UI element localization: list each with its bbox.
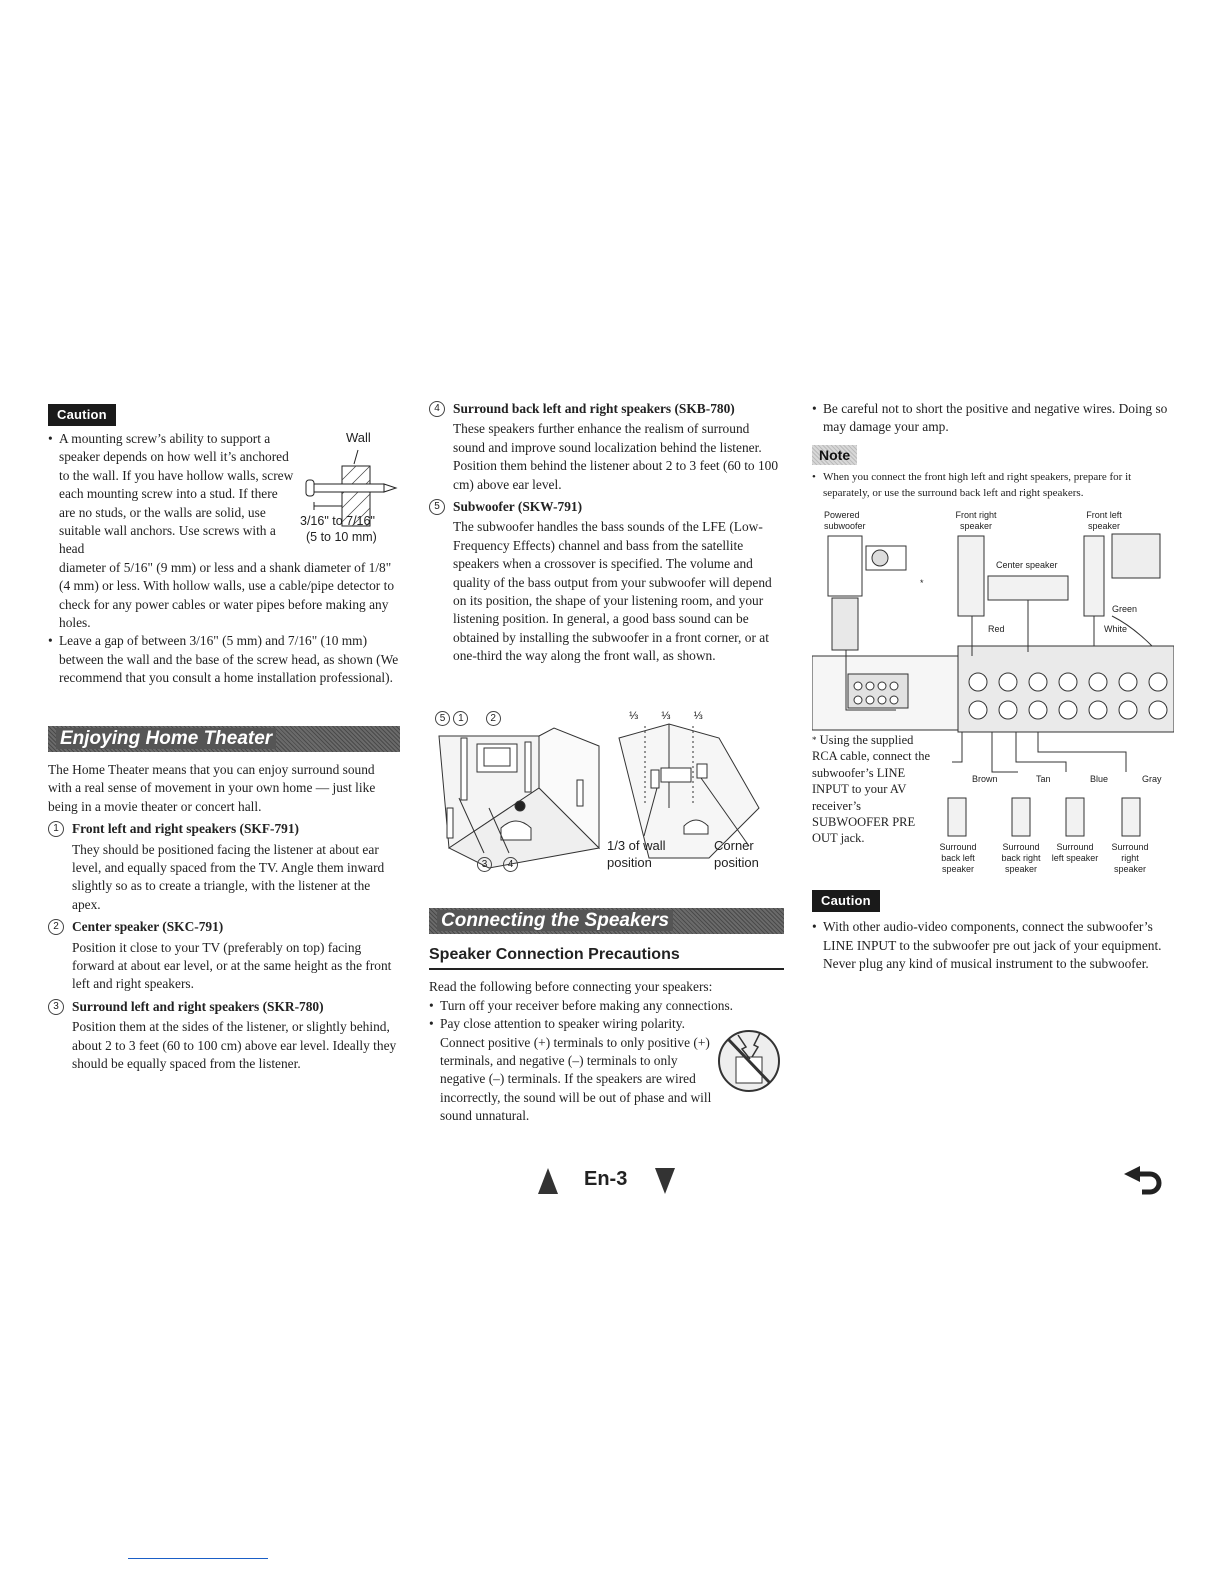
caution-bullet-1b: diameter of 5/16" (9 mm) or less and a shank diameter of 1/8" (4 mm) or less. With hollow walls, use a cable/pipe detector to check for any power cables or water pipes before making any holes. bbox=[59, 559, 395, 631]
wire-gray-label: Gray bbox=[1142, 774, 1162, 784]
fraction-label: ⅓ bbox=[629, 710, 639, 722]
item-surround-back-body-1: These speakers further enhance the realism of surround sound and improve sound localization behind the listener. bbox=[453, 421, 762, 455]
corner-label: Corner bbox=[714, 838, 754, 853]
caution-badge: Caution bbox=[48, 404, 116, 426]
right-caution-section bbox=[812, 890, 1164, 974]
return-arrow-icon[interactable] bbox=[1124, 1166, 1164, 1196]
circled-number: 4 bbox=[503, 857, 518, 872]
item-front-speakers-title bbox=[48, 820, 400, 838]
item-title-text: Center speaker (SKC-791) bbox=[72, 919, 224, 935]
item-center-speaker-body: Position it close to your TV (preferably on top) facing forward at about ear level, or at the same height as the front left and right speakers. bbox=[72, 939, 392, 992]
circled-number: 5 bbox=[435, 711, 450, 726]
connecting-banner-text: Connecting the Speakers bbox=[437, 910, 673, 931]
wire-green-label: Green bbox=[1112, 604, 1138, 614]
item-surround-back-title bbox=[429, 400, 784, 418]
link-underline[interactable] bbox=[128, 1558, 268, 1559]
short-wires-bullet: • Be careful not to short the positive and negative wires. Doing so may damage your amp. bbox=[812, 400, 1174, 437]
item-front-speakers-body: They should be positioned facing the listener at about ear level, and equally spaced from the TV. Angle them inward slightly so as to create a triangle, with the listener at the apex. bbox=[72, 841, 385, 912]
home-theater-intro: The Home Theater means that you can enjoy surround sound with a real sense of movement in your own home — just like being in a movie theater or concert hall. bbox=[48, 762, 376, 814]
front-right-label: Front right speaker bbox=[955, 510, 997, 531]
subwoofer-note-text: Using the supplied RCA cable, connect the subwoofer’s LINE INPUT to your AV receiver’s SUBWOOFER PRE OUT jack. bbox=[812, 733, 931, 846]
surround-right-label: Surround right speaker bbox=[1111, 842, 1149, 874]
surround-back-left-label: Surround back left speaker bbox=[939, 842, 977, 874]
enjoying-banner-text: Enjoying Home Theater bbox=[56, 728, 276, 749]
wire-brown-label: Brown bbox=[972, 774, 998, 784]
circled-number: 5 bbox=[429, 499, 445, 515]
caution-bullet-2: • Leave a gap of between 3/16" (5 mm) and 7/16" (10 mm) between the wall and the base of the screw head, as shown (We recommend that you consult a home installation professional). bbox=[48, 632, 400, 687]
circled-number: 4 bbox=[429, 401, 445, 417]
page-number: En-3 bbox=[584, 1168, 628, 1190]
center-speaker-label: Center speaker bbox=[996, 560, 1058, 570]
circled-number: 3 bbox=[477, 857, 492, 872]
asterisk-marker: * bbox=[920, 578, 924, 588]
fraction-labels bbox=[629, 710, 703, 722]
asterisk-marker: * bbox=[812, 735, 817, 745]
circled-number: 2 bbox=[48, 919, 64, 935]
item-surround-back-body-2: Position them behind the listener about 2 to 3 feet (60 to 100 cm) above ear level. bbox=[453, 458, 779, 492]
figure-bottom-numbers bbox=[477, 856, 518, 872]
wall-label: Wall bbox=[346, 430, 371, 445]
caution-bullet-1a: • A mounting screw’s ability to support a speaker depends on how well it’s anchored to the wall. If you have hollow walls, screw each mounting screw into a stud. If there are no studs, or the walls are solid, use suitable wall anchors. Use screws with a head bbox=[48, 430, 295, 559]
wire-white-label: White bbox=[1104, 624, 1128, 634]
item-title-text: Surround left and right speakers (SKR-780) bbox=[72, 998, 324, 1014]
one-third-position-label: position bbox=[607, 855, 652, 870]
caution-text-block bbox=[48, 430, 400, 688]
circled-number: 1 bbox=[453, 711, 468, 726]
wire-tan-label: Tan bbox=[1036, 774, 1051, 784]
item-title-text: Surround back left and right speakers (SKB-780) bbox=[453, 401, 735, 416]
circled-number: 3 bbox=[48, 999, 64, 1015]
gap-metric-label: (5 to 10 mm) bbox=[306, 530, 377, 544]
previous-page-icon[interactable] bbox=[538, 1168, 558, 1194]
powered-subwoofer-label: Powered subwoofer bbox=[824, 510, 866, 531]
home-theater-section bbox=[48, 761, 400, 1074]
surround-left-label: Surround left speaker bbox=[1051, 842, 1099, 863]
circled-number: 1 bbox=[48, 821, 64, 837]
item-surround-speakers-title bbox=[48, 998, 400, 1016]
precautions-intro: Read the following before connecting your speakers: bbox=[429, 979, 713, 995]
front-left-label: Front left speaker bbox=[1086, 510, 1122, 531]
wire-blue-label: Blue bbox=[1090, 774, 1109, 784]
note-text: • When you connect the front high left and right speakers, prepare for it separately, or use the surround back left and right speakers. bbox=[812, 469, 1174, 501]
item-title-text: Subwoofer (SKW-791) bbox=[453, 499, 583, 515]
no-short-circuit-icon bbox=[716, 1025, 782, 1095]
note-badge: Note bbox=[812, 445, 857, 465]
subwoofer-connection-note bbox=[812, 732, 938, 847]
item-subwoofer-body: The subwoofer handles the bass sounds of the LFE (Low-Frequency Effects) channel and bass from the satellite speakers when a crossover is specified. The volume and quality of the bass output from your subwoofer will depend on its position, the shape of your listening room, and your listening position. In general, a good bass sound can be obtained by installing the subwoofer in a front corner, or at one-third the way along the front wall, as shown. bbox=[453, 519, 772, 664]
fraction-label: ⅓ bbox=[661, 710, 671, 722]
column-middle bbox=[429, 400, 784, 666]
next-page-icon[interactable] bbox=[655, 1168, 675, 1194]
item-title-text: Front left and right speakers (SKF-791) bbox=[72, 821, 300, 837]
column-left bbox=[48, 404, 400, 426]
room-placement-figure bbox=[429, 708, 784, 878]
column-right bbox=[812, 400, 1174, 501]
item-center-speaker-title bbox=[48, 918, 400, 936]
wire-red-label: Red bbox=[988, 624, 1005, 634]
precaution-bullet-1: • Turn off your receiver before making any connections. bbox=[429, 997, 784, 1015]
one-third-wall-label: 1/3 of wall bbox=[607, 838, 666, 853]
connecting-speakers-banner bbox=[429, 908, 784, 934]
circled-number: 2 bbox=[486, 711, 501, 726]
caution-right-text: • With other audio-video components, connect the subwoofer’s LINE INPUT to the subwoofer pre out jack of your equipment. Never plug any kind of musical instrument to the subwoofer. bbox=[812, 918, 1164, 973]
corner-position-label: position bbox=[714, 855, 759, 870]
precaution-bullet-2: • Pay close attention to speaker wiring polarity. Connect positive (+) terminals to only positive (+) terminals, and negative (–) terminals to only negative (–) terminals. If the speakers are wired incorrectly, the sound will be out of phase and will sound unnatural. bbox=[429, 1015, 784, 1125]
gap-label: 3/16" to 7/16" bbox=[300, 514, 375, 528]
item-subwoofer-title bbox=[429, 498, 784, 516]
surround-back-right-label: Surround back right speaker bbox=[1001, 842, 1041, 874]
speaker-connection-diagram bbox=[812, 506, 1174, 878]
precautions-heading: Speaker Connection Precautions bbox=[429, 946, 784, 970]
enjoying-home-theater-banner bbox=[48, 726, 400, 752]
fraction-label: ⅓ bbox=[693, 710, 703, 722]
caution-badge-right: Caution bbox=[812, 890, 880, 912]
item-surround-speakers-body: Position them at the sides of the listener, or slightly behind, about 2 to 3 feet (60 to 100 cm) above ear level. Ideally they should be equally spaced from the listener. bbox=[72, 1019, 397, 1072]
